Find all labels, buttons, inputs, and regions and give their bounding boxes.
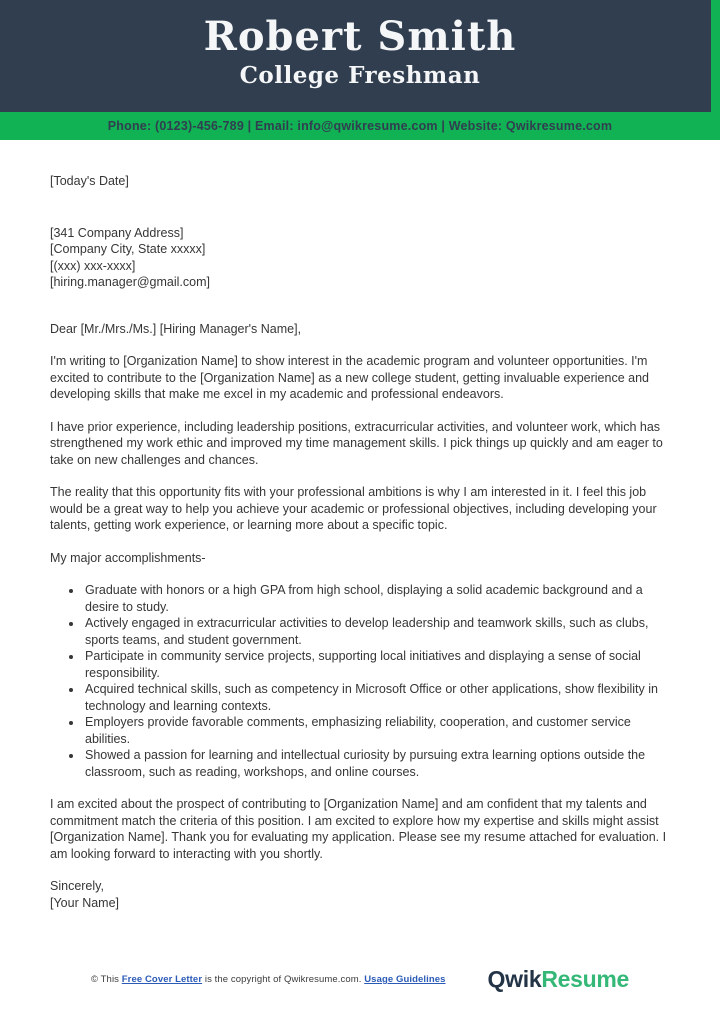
header-banner (0, 0, 720, 112)
accomplishment-item: • Graduate with honors or a high GPA from high school, displaying a solid academic background and a desire to study. (83, 582, 668, 615)
recipient-address-block (50, 225, 668, 291)
salutation: Dear [Mr./Mrs./Ms.] [Hiring Manager's Name], (50, 321, 302, 336)
accomplishment-item: • Participate in community service projects, supporting local initiatives and displaying a sense of social responsibility. (83, 648, 668, 681)
copyright-text: © This (90, 974, 122, 985)
paragraph: I'm writing to [Organization Name] to show interest in the academic program and volunteer opportunities. I'm excited to contribute to the [Organization Name] as a new college student, getting invaluable experience and developing skills that make me excel in my academic and professional endeavors. (50, 354, 649, 401)
closing-paragraph: I am excited about the prospect of contributing to [Organization Name] and am confident that my talents and commitment match the criteria of this position. I am excited to explore how my expertise and skills might assist [Organization Name]. Thank you for evaluating my application. Please see my resume attached for evaluation. I am looking forward to interacting with you shortly. (50, 797, 667, 861)
accomplishment-item: • Actively engaged in extracurricular activities to develop leadership and teamwork skills, such as clubs, sports teams, and student government. (83, 615, 668, 648)
contact-info-text: Phone: (0123)-456-789 | Email: info@qwikresume.com | Website: Qwikresume.com (107, 119, 613, 133)
letter-body (0, 140, 720, 911)
candidate-job-title: College Freshman (239, 62, 481, 89)
paragraph: I have prior experience, including leadership positions, extracurricular activities, and volunteer work, which has strengthened my work ethic and improved my time management skills. I pick things up quickly and am eager to take on new challenges and chances. (50, 419, 663, 467)
address-line: [341 Company Address] (50, 225, 184, 240)
contact-bar (0, 112, 720, 140)
copyright-line (91, 974, 446, 985)
logo-text-qwik: Qwik (487, 966, 542, 992)
address-line: [Company City, State xxxxx] (50, 242, 206, 256)
date-line: [Today's Date] (50, 174, 129, 188)
paragraph: The reality that this opportunity fits with your professional ambitions is why I am interested in it. I feel this job would be a great way to help you achieve your academic or professional objectives, including developing your talents, getting work experience, or learning more about a specific topic. (50, 485, 657, 532)
signoff-block (50, 878, 668, 911)
accomplishment-item: • Acquired technical skills, such as competency in Microsoft Office or other applications, show flexibility in technology and learning contexts. (83, 681, 668, 714)
accomplishment-item: • Employers provide favorable comments, emphasizing reliability, cooperation, and customer service abilities. (83, 714, 668, 747)
usage-guidelines-link[interactable]: Usage Guidelines (364, 974, 446, 985)
header-accent-stripe (711, 0, 720, 112)
address-line: [(xxx) xxx-xxxx] (50, 258, 136, 273)
logo-text-resume: Resume (541, 966, 629, 992)
signature-placeholder: [Your Name] (50, 895, 120, 910)
copyright-text: is the copyright of Qwikresume.com. (202, 974, 365, 985)
footer (0, 966, 720, 993)
free-cover-letter-link[interactable]: Free Cover Letter (121, 974, 203, 985)
qwikresume-logo (488, 966, 629, 993)
accomplishments-intro: My major accomplishments- (50, 550, 206, 565)
address-line: [hiring.manager@gmail.com] (50, 275, 210, 289)
signoff: Sincerely, (50, 879, 104, 893)
candidate-name: Robert Smith (203, 13, 517, 60)
accomplishments-list (50, 582, 668, 780)
accomplishment-item: • Showed a passion for learning and intellectual curiosity by pursuing extra learning options outside the classroom, such as reading, workshops, and online courses. (83, 747, 668, 780)
